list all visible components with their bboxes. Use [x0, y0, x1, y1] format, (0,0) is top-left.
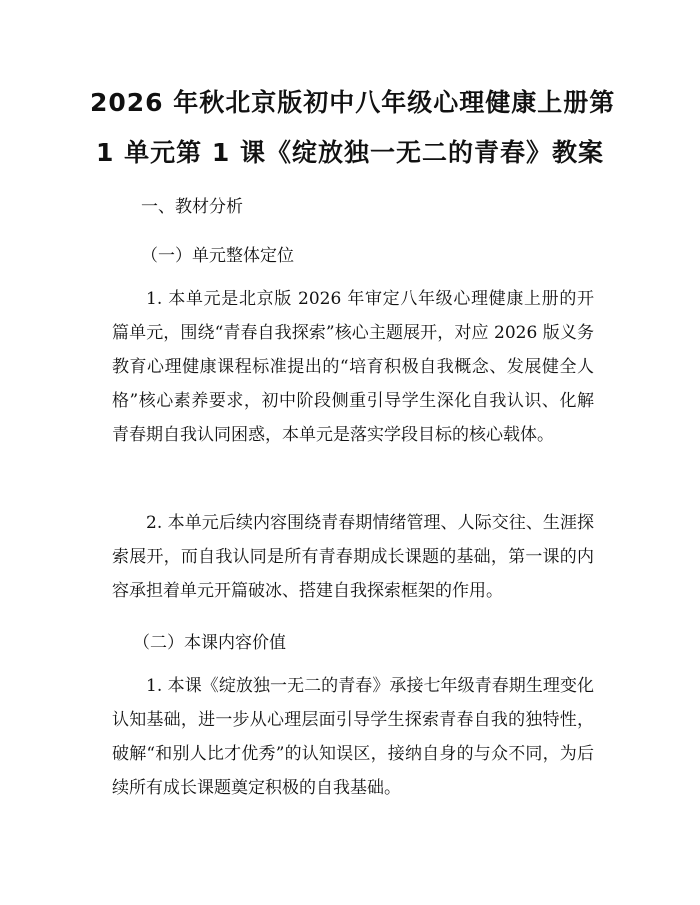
document-title-line-2: 1 单元第 1 课《绽放独一无二的青春》教案 [96, 138, 604, 167]
document-title-line-1: 2026 年秋北京版初中八年级心理健康上册第 [90, 88, 616, 117]
body-paragraph: 1. 本单元是北京版 2026 年审定八年级心理健康上册的开篇单元，围绕“青春自我探索”核心主题展开，对应 2026 版义务教育心理健康课程标准提出的“培育积极自我概念、发展健全人格”核心素养要求，初中阶段侧重引导学生深化自我认识、化解青春期自我认同困惑，本单元是落实学段目标的核心载体。 [112, 289, 594, 445]
section-heading-textbook-analysis: 一、教材分析 [141, 197, 243, 217]
body-paragraph: 1. 本课《绽放独一无二的青春》承接七年级青春期生理变化认知基础，进一步从心理层面引导学生探索青春自我的独特性，破解“和别人比才优秀”的认知误区，接纳自身的与众不同，为后续所有成长课题奠定积极的自我基础。 [112, 676, 594, 798]
subsection-heading-unit-positioning: （一）单元整体定位 [141, 246, 294, 266]
body-paragraph: 2. 本单元后续内容围绕青春期情绪管理、人际交往、生涯探索展开，而自我认同是所有青春期成长课题的基础，第一课的内容承担着单元开篇破冰、搭建自我探索框架的作用。 [112, 513, 594, 601]
subsection-heading-lesson-value: （二）本课内容价值 [133, 633, 286, 653]
